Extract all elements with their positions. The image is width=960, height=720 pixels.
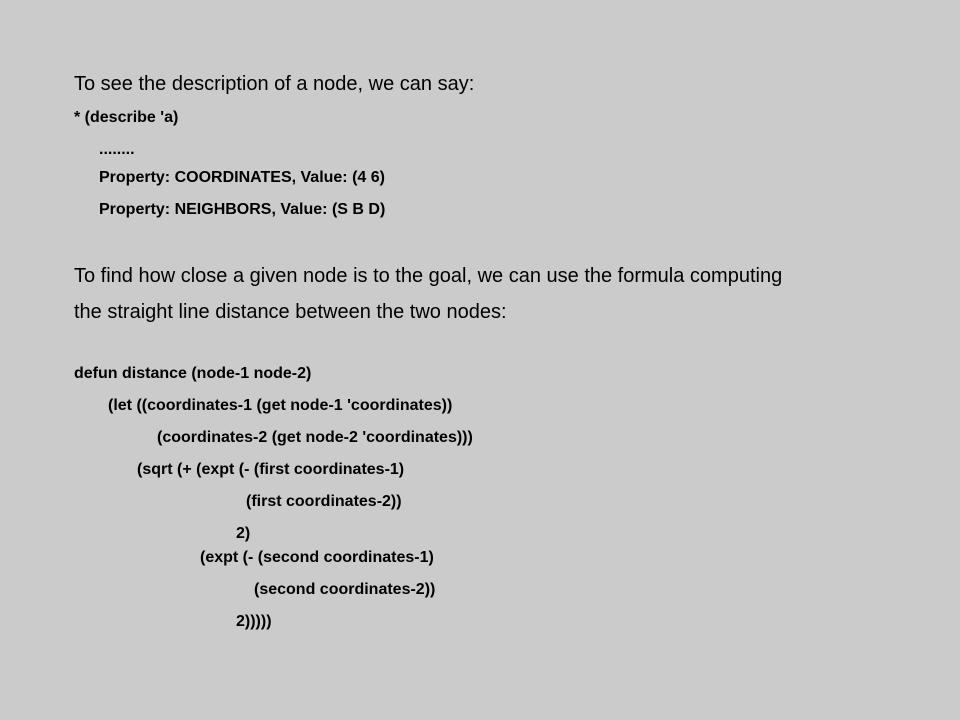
code-line: (coordinates-2 (get node-2 'coordinates))) — [157, 429, 473, 446]
code-line: 2) — [236, 525, 251, 542]
distance-text-line-1: To find how close a given node is to the goal, we can use the formula computing — [74, 265, 783, 287]
describe-ellipsis: ........ — [99, 141, 135, 158]
code-line: defun distance (node-1 node-2) — [74, 365, 312, 382]
intro-text: To see the description of a node, we can say: — [74, 73, 475, 95]
code-line: (expt (- (second coordinates-1) — [200, 549, 434, 566]
code-line: (first coordinates-2)) — [246, 493, 402, 510]
distance-text-line-2: the straight line distance between the two nodes: — [74, 301, 507, 323]
describe-property-neighbors: Property: NEIGHBORS, Value: (S B D) — [99, 201, 386, 218]
code-line: 2))))) — [236, 613, 272, 630]
code-line: (second coordinates-2)) — [254, 581, 436, 598]
describe-command: * (describe 'a) — [74, 109, 179, 126]
code-line: (let ((coordinates-1 (get node-1 'coordinates)) — [108, 397, 453, 414]
code-line: (sqrt (+ (expt (- (first coordinates-1) — [137, 461, 405, 478]
describe-property-coordinates: Property: COORDINATES, Value: (4 6) — [99, 169, 385, 186]
